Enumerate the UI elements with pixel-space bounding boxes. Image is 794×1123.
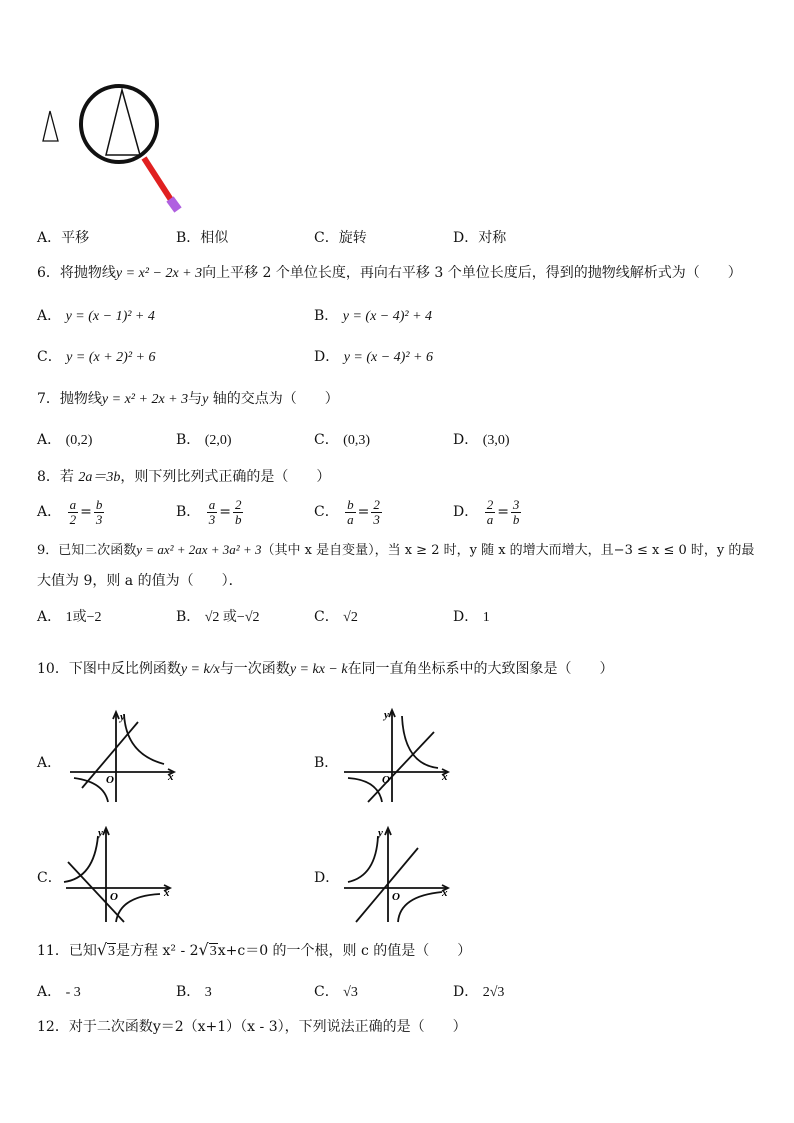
magnifier-figure <box>36 80 186 220</box>
small-triangle <box>43 111 58 141</box>
q6-stem: 6．将抛物线y = x² − 2x + 3向上平移 2 个单位长度，再向右平移 3 个单位长度后，得到的抛物线解析式为（ ） <box>37 265 742 281</box>
q8-stem: 8．若 2a＝3b，则下列比列式正确的是（ ） <box>37 469 331 485</box>
q10-option-c-label[interactable]: C． <box>37 870 62 886</box>
y-axis-label: y <box>120 711 125 723</box>
magnifier-handle-tip <box>170 199 178 210</box>
q11-option-d[interactable]: D． 2√3 <box>453 984 505 1000</box>
q7-option-b[interactable]: B． (2,0) <box>176 432 232 448</box>
q9-stem-line2: 大值为 9，则 a 的值为（ ）． <box>37 573 243 589</box>
origin-label: O <box>382 774 390 786</box>
x-axis-label: x <box>164 887 170 899</box>
q11-stem: 11．已知√3是方程 x² - 2√3x+c＝0 的一个根，则 c 的值是（ ） <box>37 940 472 959</box>
origin-label: O <box>392 891 400 903</box>
x-axis-label: x <box>168 771 174 783</box>
q10-stem: 10．下图中反比例函数y = k/x与一次函数y = kx − k在同一直角坐标系中的大致图象是（ ） <box>37 661 614 677</box>
q10-graph-d[interactable] <box>338 824 454 924</box>
q6-option-a[interactable]: A． y = (x − 1)² + 4 <box>37 308 155 324</box>
q10-option-b-label[interactable]: B． <box>314 755 339 771</box>
q8-option-d[interactable]: D． $\frac{2}{a}$ = $\frac{3}{b}$ <box>453 496 520 527</box>
q5-option-a[interactable]: A．平移 <box>37 230 90 246</box>
q7-stem: 7．抛物线y = x² + 2x + 3与y 轴的交点为（ ） <box>37 391 339 407</box>
q8-option-c[interactable]: C． $\frac{b}{a}$ = $\frac{2}{3}$ <box>314 496 380 527</box>
q10-graph-b[interactable] <box>338 706 454 806</box>
q8-option-b[interactable]: B． $\frac{a}{3}$ = $\frac{2}{b}$ <box>176 496 242 527</box>
q9-stem-line1: 9．已知二次函数y = ax² + 2ax + 3a² + 3（其中 x 是自变量），当 x ≥ 2 时，y 随 x 的增大而增大，且−3 ≤ x ≤ 0 时，y 的最 <box>37 542 755 558</box>
q9-option-a[interactable]: A． 1或−2 <box>37 609 102 625</box>
q5-option-c[interactable]: C．旋转 <box>314 230 367 246</box>
q6-option-c[interactable]: C． y = (x + 2)² + 6 <box>37 349 156 365</box>
q11-option-a[interactable]: A． - 3 <box>37 984 81 1000</box>
q9-option-b[interactable]: B． √2 或−√2 <box>176 609 260 625</box>
q9-option-d[interactable]: D． 1 <box>453 609 490 625</box>
q11-option-b[interactable]: B． 3 <box>176 984 212 1000</box>
q7-option-c[interactable]: C． (0,3) <box>314 432 370 448</box>
origin-label: O <box>110 891 118 903</box>
q5-option-d[interactable]: D．对称 <box>453 230 507 246</box>
q11-option-c[interactable]: C． √3 <box>314 984 358 1000</box>
magnifier-handle <box>144 158 173 203</box>
q10-option-d-label[interactable]: D． <box>314 870 340 886</box>
x-axis-label: x <box>442 771 448 783</box>
y-axis-label: y <box>98 827 103 839</box>
q12-stem: 12．对于二次函数y＝2（x+1）（x - 3），下列说法正确的是（ ） <box>37 1019 467 1035</box>
q10-graph-a[interactable] <box>64 708 180 804</box>
q10-option-a-label[interactable]: A． <box>37 755 62 771</box>
origin-label: O <box>106 774 114 786</box>
q6-option-b[interactable]: B． y = (x − 4)² + 4 <box>314 308 433 324</box>
magnifier-lens <box>81 86 157 162</box>
q10-graph-c[interactable] <box>60 826 176 924</box>
q7-option-d[interactable]: D． (3,0) <box>453 432 510 448</box>
q6-option-d[interactable]: D． y = (x − 4)² + 6 <box>314 349 433 365</box>
q8-option-a[interactable]: A． $\frac{a}{2}$ = $\frac{b}{3}$ <box>37 496 103 527</box>
q9-option-c[interactable]: C． √2 <box>314 609 358 625</box>
y-axis-label: y <box>378 827 383 839</box>
q7-option-a[interactable]: A． (0,2) <box>37 432 93 448</box>
x-axis-label: x <box>442 887 448 899</box>
q5-option-b[interactable]: B．相似 <box>176 230 229 246</box>
y-axis-label: y <box>384 709 389 721</box>
